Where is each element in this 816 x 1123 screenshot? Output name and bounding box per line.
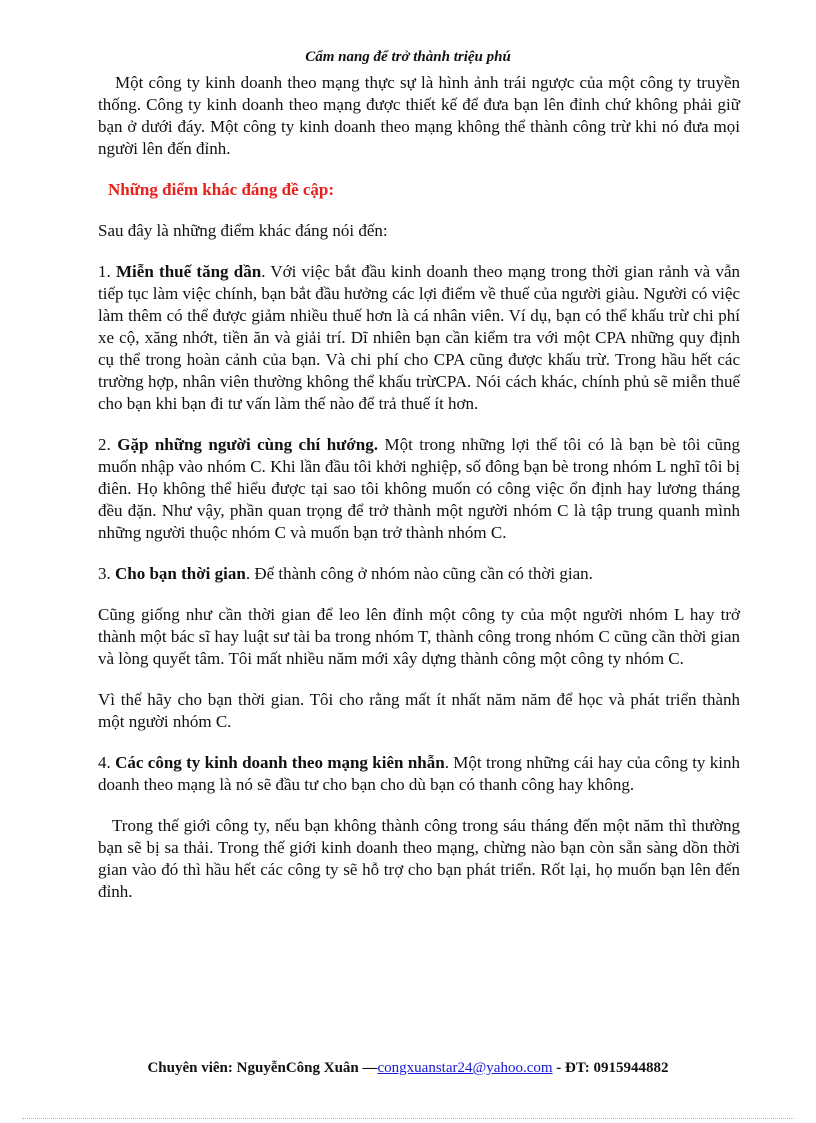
footer-prefix: Chuyên viên: NguyễnCông Xuân — <box>147 1060 378 1076</box>
time-paragraph-1: Cũng giống như cần thời gian để leo lên đỉnh một công ty của một người nhóm L hay trở thành một bác sĩ hay luật sư tài ba trong nhóm T, thành công trong nhóm C cũng cần thời gian và lòng quyết tâm. Tôi mất nhiều năm mới xây dựng thành công một công ty nhóm C. <box>98 605 740 668</box>
section-heading: Những điểm khác đáng đề cập: <box>108 180 335 199</box>
time-paragraph-2: Vì thế hãy cho bạn thời gian. Tôi cho rằng mất ít nhất năm năm để học và phát triển thành một người nhóm C. <box>98 690 740 731</box>
list-item-1 <box>98 261 740 415</box>
page-bottom-rule <box>22 1118 794 1119</box>
closing-paragraph: Trong thế giới công ty, nếu bạn không thành công trong sáu tháng đến một năm thì thường bạn sẽ bị sa thải. Trong thế giới kinh doanh theo mạng, chừng nào bạn còn sẵn sàng dồn thời gian vào đó thì hầu hết các công ty sẽ hỗ trợ cho bạn phát triển. Rốt lại, họ muốn bạn lên đến đỉnh. <box>98 816 740 901</box>
item-title: Miễn thuế tăng dần <box>116 262 262 281</box>
item-number: 4. <box>98 753 111 772</box>
footer-email-link[interactable]: congxuanstar24@yahoo.com <box>377 1060 553 1076</box>
item-title: Cho bạn thời gian <box>115 564 246 583</box>
intro-paragraph: Một công ty kinh doanh theo mạng thực sự là hình ảnh trái ngược của một công ty truyền thống. Công ty kinh doanh theo mạng được thiết kế để đưa bạn lên đỉnh chứ không phải giữ bạn ở dưới đáy. Một công ty kinh doanh theo mạng không thể thành công trừ khi nó đưa mọi người lên đến đỉnh. <box>98 73 740 158</box>
list-item-2 <box>98 434 740 544</box>
item-number: 3. <box>98 564 111 583</box>
item-text: . Một trong những cái hay của công ty kinh doanh theo mạng là nó sẽ đầu tư cho bạn cho dù bạn có thanh công hay không. <box>98 753 740 794</box>
item-number: 1. <box>98 262 111 281</box>
item-title: Gặp những người cùng chí hướng. <box>117 435 379 454</box>
item-text: Một trong những lợi thế tôi có là bạn bè tôi cũng muốn nhập vào nhóm C. Khi lần đầu tôi khởi nghiệp, số đông bạn bè trong nhóm L nghĩ tôi bị điên. Họ không thể hiểu được tại sao tôi không muốn có công việc ổn định hay lương tháng đều đặn. Như vậy, phần quan trọng để trở thành một người nhóm C là tập trung quanh mình những người thuộc nhóm C và muốn bạn trở thành nhóm C. <box>98 435 741 542</box>
item-title: Các công ty kinh doanh theo mạng kiên nhẫn <box>115 753 445 772</box>
page-header <box>0 47 816 67</box>
item-text: . Để thành công ở nhóm nào cũng cần có thời gian. <box>245 564 593 583</box>
lead-paragraph: Sau đây là những điểm khác đáng nói đến: <box>98 221 388 240</box>
item-number: 2. <box>98 435 111 454</box>
list-item-3 <box>98 563 740 585</box>
page-footer <box>0 1058 816 1078</box>
list-item-4 <box>98 752 740 796</box>
item-text: . Với việc bắt đầu kinh doanh theo mạng trong thời gian rảnh và vẫn tiếp tục làm việc chính, bạn bắt đầu hưởng các lợi điểm về thuế của người giàu. Người có việc làm thêm có thể được giảm nhiều thuế hơn là cá nhân viên. Ví dụ, bạn có thể khấu trừ chi phí xe cộ, xăng nhớt, tiền ăn và giải trí. Dĩ nhiên bạn cần kiểm tra với một CPA những quy định cụ thể trong hoàn cảnh của bạn. Và chi phí cho CPA cũng được khấu trừ. Trong hầu hết các trường hợp, nhân viên thường không thể khấu trừCPA. Nói cách khác, chính phủ sẽ miễn thuế cho bạn khi bạn đi tư vấn làm thế nào để trả thuế ít hơn. <box>98 262 740 413</box>
header-title: Cẩm nang để trở thành triệu phú <box>305 49 511 65</box>
document-body <box>98 72 740 922</box>
footer-suffix: - ĐT: 0915944882 <box>552 1060 669 1076</box>
